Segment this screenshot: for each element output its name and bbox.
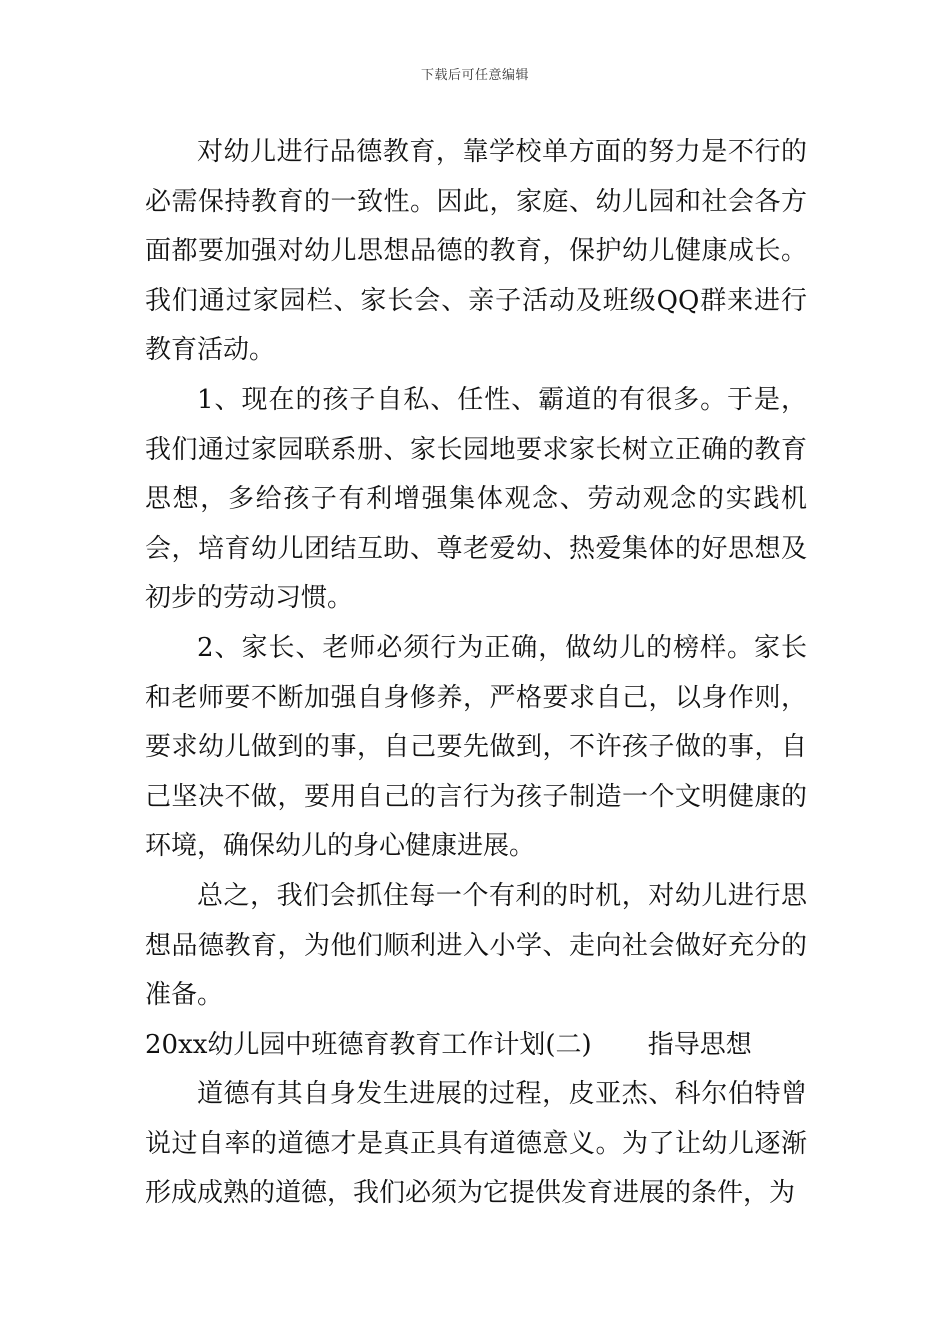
document-body (145, 128, 807, 1219)
section-heading (145, 1021, 807, 1071)
section-subtitle: 指导思想 (647, 1029, 752, 1060)
paragraph-conclusion: 总之，我们会抓住每一个有利的时机，对幼儿进行思想品德教育，为他们顺利进入小学、走向社会做好充分的准备。 (145, 880, 807, 1011)
paragraph-guiding-ideology: 道德有其自身发生进展的过程，皮亚杰、科尔伯特曾说过自率的道德才是真正具有道德意义。为了让幼儿逐渐形成成熟的道德，我们必须为它提供发育进展的条件，为 (145, 1079, 807, 1209)
section-title: 20xx幼儿园中班德育教育工作计划(二) (145, 1029, 592, 1060)
paragraph-intro: 对幼儿进行品德教育，靠学校单方面的努力是不行的必需保持教育的一致性。因此，家庭、幼儿园和社会各方面都要加强对幼儿思想品德的教育，保护幼儿健康成长。我们通过家园栏、家长会、亲子活动及班级QQ群来进行教育活动。 (145, 137, 807, 366)
page-header-note: 下载后可任意编辑 (420, 68, 529, 83)
paragraph-item-2: 2、家长、老师必须行为正确，做幼儿的榜样。家长和老师要不断加强自身修养，严格要求自己，以身作则，要求幼儿做到的事，自己要先做到，不许孩子做的事，自己坚决不做，要用自己的言行为孩子制造一个文明健康的环境，确保幼儿的身心健康进展。 (145, 632, 807, 862)
paragraph-item-1: 1、现在的孩子自私、任性、霸道的有很多。于是，我们通过家园联系册、家长园地要求家长树立正确的教育思想，多给孩子有利增强集体观念、劳动观念的实践机会，培育幼儿团结互助、尊老爱幼、热爱集体的好思想及初步的劳动习惯。 (145, 384, 807, 614)
